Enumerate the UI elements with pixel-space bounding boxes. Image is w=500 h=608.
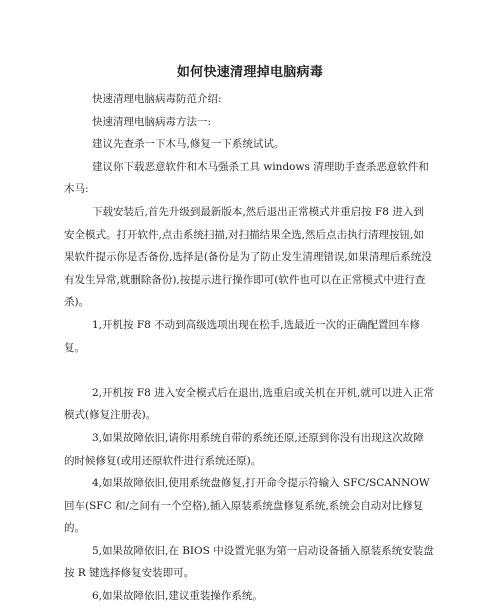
paragraph: 1,开机按 F8 不动到高级选项出现在松手,选最近一次的正确配置回车修复。 — [64, 318, 420, 354]
paragraph: 4,如果故障依旧,使用系统盘修复,打开命令提示符输入 SFC/SCANNOW 回车(SFC 和/之间有一个空格),插入原装系统盘修复系统,系统会自动对比修复的。 — [64, 477, 430, 535]
paragraph: 建议先查杀一下木马,修复一下系统试试。 — [92, 138, 285, 151]
paragraph: 建议你下载恶意软件和木马强杀工具 windows 清理助手查杀恶意软件和木马: — [64, 160, 429, 196]
paragraph: 下载安装后,首先升级到最新版本,然后退出正常模式并重启按 F8 进入到安全模式。打开软件,点击系统扫描,对扫描结果全选,然后点击执行清理按钮,如果软件提示你是否备份,选择是(备份是为了防止发生清理错误,如果清理后系统没有发生异常,就删除备份),按提示进行操作即可(软件也可以在正常模式中进行查杀)。 — [64, 205, 432, 309]
paragraph: 3,如果故障依旧,请你用系统自带的系统还原,还原到你没有出现这次故障的时候修复(或用还原软件进行系统还原)。 — [64, 431, 424, 467]
document-title: 如何快速清理掉电脑病毒 — [176, 65, 324, 80]
paragraph: 6,如果故障依旧,建议重装操作系统。 — [92, 590, 263, 603]
paragraph: 快速清理电脑病毒方法一: — [92, 115, 212, 128]
paragraph: 快速清理电脑病毒防范介绍: — [92, 93, 222, 105]
blank-line — [64, 359, 434, 382]
document-body — [64, 88, 434, 608]
paragraph: 5,如果故障依旧,在 BIOS 中设置光驱为第一启动设备插入原装系统安装盘按 R 键选择修复安装即可。 — [64, 544, 434, 580]
paragraph: 2,开机按 F8 进入安全模式后在退出,选重启或关机在开机,就可以进入正常模式(修复注册表)。 — [64, 386, 434, 422]
